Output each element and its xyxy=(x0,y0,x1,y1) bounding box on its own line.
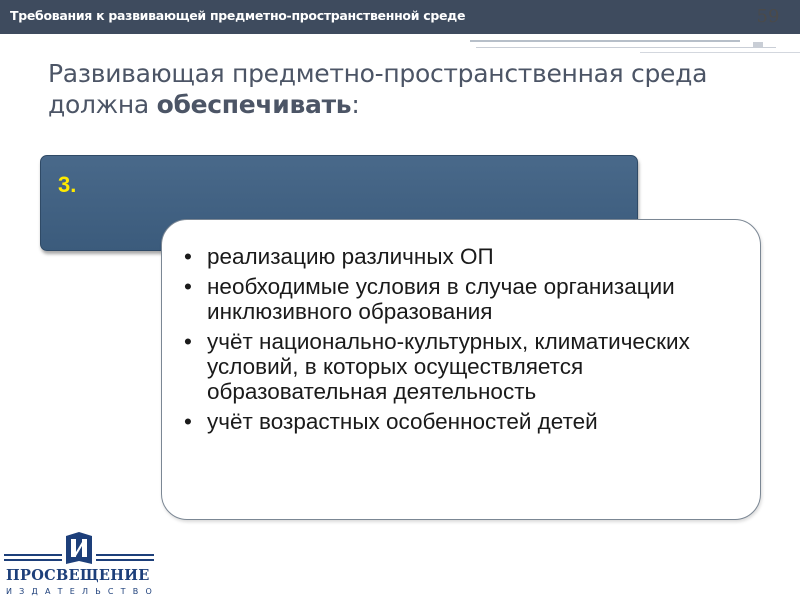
item-number: 3. xyxy=(58,172,77,197)
logo-subtitle: ИЗДАТЕЛЬСТВО xyxy=(6,587,159,596)
bullet-dot-icon: • xyxy=(184,329,192,354)
header-bar xyxy=(0,0,800,34)
subtitle-text: Развивающая предметно-пространственная среда должна xyxy=(48,59,708,119)
decor-stripe xyxy=(476,47,776,48)
bullet-dot-icon: • xyxy=(184,274,192,299)
publisher-logo xyxy=(4,530,159,600)
bullet-text: учёт национально-культурных, климатических условий, в которых осуществляется образовательная деятельность xyxy=(207,329,690,404)
decor-stripe xyxy=(640,52,800,53)
book-emblem-icon xyxy=(4,530,154,566)
bullet-dot-icon: • xyxy=(184,244,192,269)
bullet-item xyxy=(182,329,752,404)
header-title: Требования к развивающей предметно-пространственной среде xyxy=(10,8,466,23)
bullet-item xyxy=(182,244,752,269)
bullet-item xyxy=(182,274,752,324)
slide-subtitle xyxy=(48,58,748,120)
decor-stripe xyxy=(470,40,740,42)
bullet-text: учёт возрастных особенностей детей xyxy=(207,409,598,434)
bullet-list xyxy=(182,244,752,439)
subtitle-colon: : xyxy=(351,90,360,119)
bullet-dot-icon: • xyxy=(184,409,192,434)
bullet-text: необходимые условия в случае организации инклюзивного образования xyxy=(207,274,675,324)
bullet-item xyxy=(182,409,752,434)
logo-name: ПРОСВЕЩЕНИЕ xyxy=(6,567,150,584)
slide-number: 59 xyxy=(756,6,780,27)
subtitle-emphasis: обеспечивать xyxy=(156,90,352,119)
decor-marker-icon xyxy=(753,42,763,48)
bullet-text: реализацию различных ОП xyxy=(207,244,494,269)
